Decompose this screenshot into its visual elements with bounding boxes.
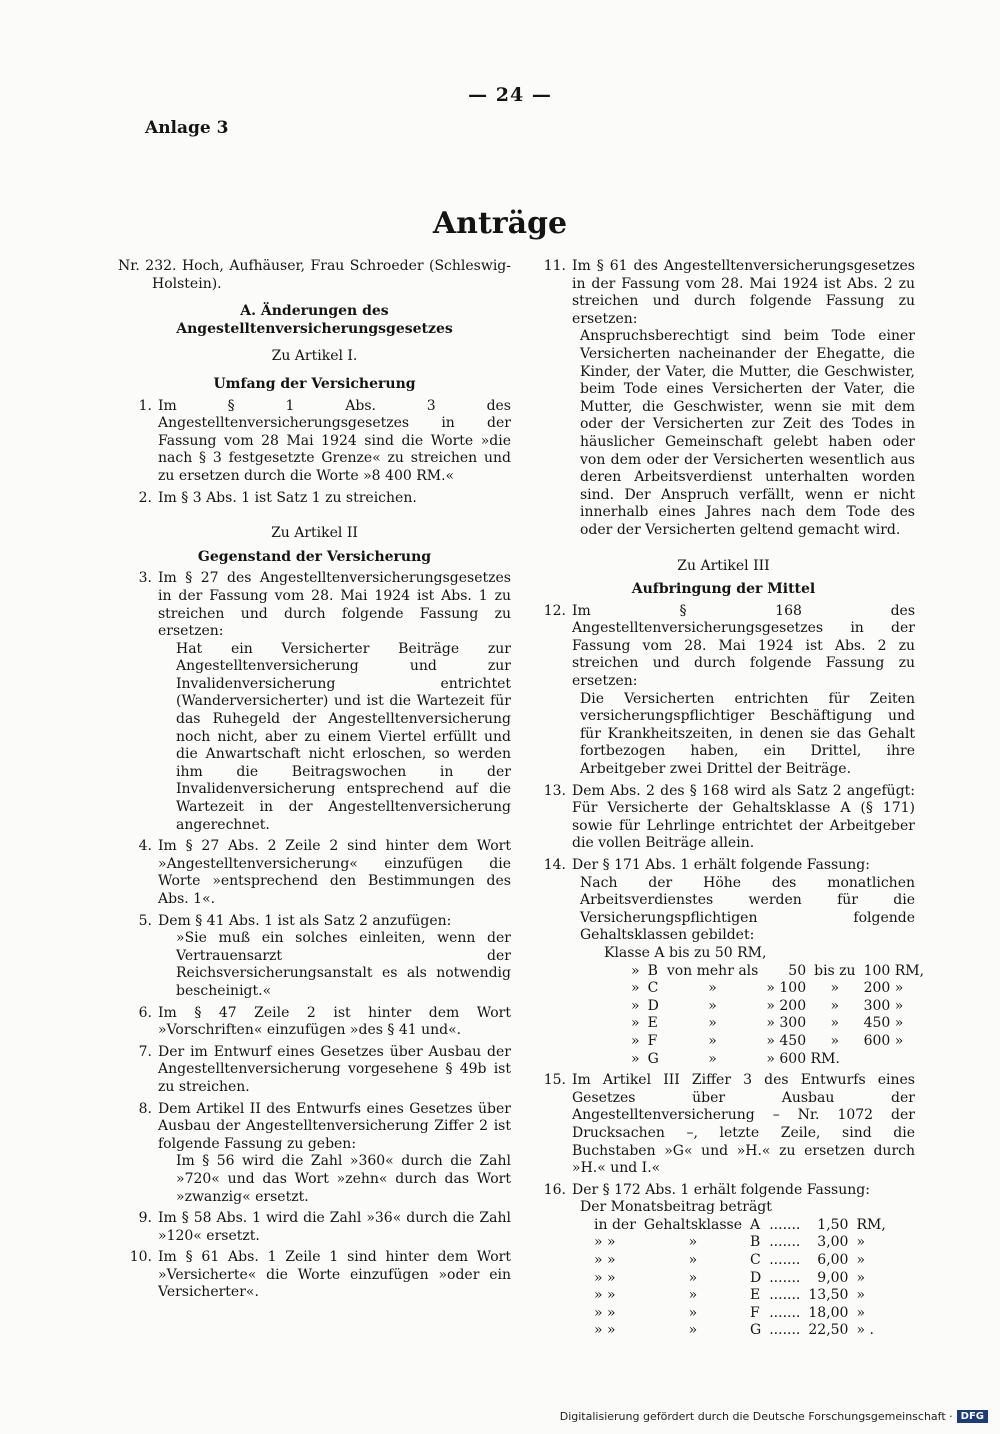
fee-prefix: » » bbox=[594, 1304, 616, 1321]
range-from-label: » bbox=[708, 1032, 717, 1049]
range-from-label: von mehr als bbox=[666, 962, 759, 979]
item-text: Der § 172 Abs. 1 erhält folgende Fassung: bbox=[572, 1181, 870, 1198]
item-number: 7. bbox=[138, 1043, 152, 1060]
fee-prefix-2: » bbox=[688, 1234, 698, 1251]
list-item bbox=[532, 1182, 915, 1200]
article-1-subheading: Umfang der Versicherung bbox=[213, 375, 416, 392]
range-to: 300 » bbox=[863, 997, 904, 1014]
item-number: 12. bbox=[543, 602, 566, 619]
range-to-label: » bbox=[830, 1015, 840, 1032]
fee-prefix-2: » bbox=[688, 1287, 698, 1304]
petition-number: Nr. 232. bbox=[118, 258, 177, 274]
item-text: Im § 168 des Angestelltenversicherungsgesetzes in der Fassung vom 28. Mai 1924 ist Abs. 2 zu streichen und durch folgende Fassung zu ersetzen: bbox=[572, 602, 915, 690]
item-number: 1. bbox=[138, 397, 152, 414]
fee-prefix: » » bbox=[594, 1269, 616, 1286]
class-letter: B bbox=[647, 962, 658, 979]
class-a-line: Klasse A bis zu 50 RM, bbox=[604, 944, 767, 961]
footer-credit bbox=[560, 1410, 988, 1423]
class-letter: F bbox=[647, 1032, 658, 1049]
fee-prefix-2: » bbox=[688, 1322, 698, 1339]
class-letter: C bbox=[749, 1252, 761, 1269]
item-number: 9. bbox=[138, 1210, 152, 1227]
item-text: Im § 27 des Angestelltenversicherungsgesetzes in der Fassung vom 28. Mai 1924 ist Abs. 1 zu streichen und durch folgende Fassung zu ersetzen: bbox=[158, 570, 511, 640]
item-text: Im § 3 Abs. 1 ist Satz 1 zu streichen. bbox=[158, 489, 417, 506]
section-a-heading: A. Änderungen des Angestelltenversicherungsgesetzes bbox=[176, 303, 453, 337]
table-row bbox=[590, 1252, 890, 1270]
right-column bbox=[532, 258, 925, 1340]
item-number: 11. bbox=[543, 258, 566, 274]
petitioners bbox=[118, 258, 511, 293]
item-quote: »Sie muß ein solches einleiten, wenn der Vertrauensarzt der Reichsversicherungsanstalt es als notwendig bescheinigt.« bbox=[176, 930, 511, 999]
item-text: Dem § 41 Abs. 1 ist als Satz 2 anzufügen: bbox=[158, 912, 452, 929]
list-item bbox=[118, 570, 511, 640]
range-to-label: » bbox=[830, 1032, 840, 1049]
fee-value: 13,50 bbox=[808, 1287, 849, 1304]
table-row bbox=[627, 963, 928, 981]
class-letter: F bbox=[749, 1304, 760, 1321]
range-from-label: » bbox=[708, 1015, 717, 1032]
salary-class-table bbox=[627, 963, 928, 1069]
article-2-subheading: Gegenstand der Versicherung bbox=[197, 548, 432, 565]
range-from-label: » bbox=[708, 997, 717, 1014]
ditto-mark: » bbox=[631, 1032, 640, 1049]
fee-unit: » bbox=[856, 1252, 866, 1269]
range-from: » 450 bbox=[766, 1032, 807, 1049]
item-number: 16. bbox=[543, 1181, 566, 1198]
list-item bbox=[532, 1072, 915, 1178]
table-row bbox=[590, 1217, 890, 1235]
leader-dots: ....... bbox=[769, 1234, 801, 1251]
list-item bbox=[118, 1210, 511, 1245]
table-row bbox=[590, 1305, 890, 1323]
anlage-label: Anlage 3 bbox=[145, 118, 229, 138]
table-row bbox=[627, 1033, 928, 1051]
list-item bbox=[118, 1249, 511, 1302]
class-letter: E bbox=[647, 1015, 658, 1032]
article-1-heading: Zu Artikel I. bbox=[271, 348, 358, 365]
fee-prefix: in der bbox=[594, 1216, 636, 1233]
fee-value: 9,00 bbox=[817, 1269, 849, 1286]
fee-unit: » bbox=[856, 1304, 866, 1321]
ditto-mark: » bbox=[631, 997, 640, 1014]
range-to-label: » bbox=[830, 997, 840, 1014]
range-to: 200 » bbox=[863, 980, 904, 997]
item-text: Der § 171 Abs. 1 erhält folgende Fassung: bbox=[572, 857, 870, 873]
item-quote: Anspruchsberechtigt sind beim Tode einer Versicherten nacheinander der Ehegatte, die Kinder, der Vater, die Mutter, die Geschwister, beim Tode eines Versicherten der Vater, die Mutter, die Geschwister, wenn sie mit dem oder der Versicherten zur Zeit des Todes in häuslicher Gemeinschaft gelebt haben oder von dem oder der Versicherten wesentlich aus deren Arbeitsverdienst unterhalten worden sind. Der Anspruch verfällt, wenn er nicht innerhalb eines Jahres nach dem Tode des oder der Versicherten geltend gemacht wird. bbox=[580, 328, 915, 538]
fee-value: 6,00 bbox=[817, 1252, 849, 1269]
item-number: 15. bbox=[543, 1072, 566, 1089]
range-to-label: bis zu bbox=[814, 962, 856, 979]
item-text: Im § 27 Abs. 2 Zeile 2 sind hinter dem Wort »Angestelltenversicherung« einzufügen die Worte »entsprechend den Bestimmungen des Abs. 1«. bbox=[158, 838, 511, 907]
class-letter: G bbox=[749, 1322, 762, 1339]
list-item bbox=[118, 490, 511, 508]
range-to-label: » bbox=[830, 980, 840, 997]
list-item bbox=[118, 1005, 511, 1040]
class-letter: E bbox=[749, 1287, 761, 1304]
list-item bbox=[532, 258, 915, 328]
item-text: Im § 58 Abs. 1 wird die Zahl »36« durch die Zahl »120« ersetzt. bbox=[158, 1210, 511, 1244]
item-number: 3. bbox=[138, 570, 152, 587]
fee-unit: » . bbox=[856, 1322, 874, 1339]
item-number: 8. bbox=[138, 1100, 152, 1117]
item-quote: Die Versicherten entrichten für Zeiten versicherungspflichtiger Beschäftigung und für Krankheitszeiten, in denen sie das Gehalt fortbezogen haben, ein Drittel, ihre Arbeitgeber zwei Drittel der Beiträge. bbox=[580, 690, 915, 778]
item-number: 5. bbox=[138, 912, 152, 929]
fee-value: 22,50 bbox=[808, 1322, 849, 1339]
item-text: Im § 47 Zeile 2 ist hinter dem Wort »Vorschriften« einzufügen »des § 41 und«. bbox=[158, 1004, 511, 1039]
table-row bbox=[590, 1270, 890, 1288]
item-number: 14. bbox=[543, 857, 566, 873]
petitioner-names: Hoch, Aufhäuser, Frau Schroeder (Schleswig-Holstein). bbox=[152, 258, 511, 292]
range-from: » 300 bbox=[766, 1015, 807, 1032]
range-from-label: » bbox=[708, 980, 717, 997]
fee-intro: Der Monatsbeitrag beträgt bbox=[580, 1199, 772, 1216]
table-row bbox=[627, 980, 928, 998]
class-letter: D bbox=[749, 1269, 762, 1286]
page-title: Anträge bbox=[432, 206, 568, 241]
fee-prefix: » » bbox=[594, 1234, 616, 1251]
item-number: 4. bbox=[138, 838, 152, 855]
fee-value: 3,00 bbox=[817, 1234, 849, 1251]
fee-prefix-2: » bbox=[688, 1252, 698, 1269]
leader-dots: ....... bbox=[769, 1252, 801, 1269]
page-number: — 24 — bbox=[468, 84, 552, 106]
ditto-mark: » bbox=[631, 980, 640, 997]
item-number: 6. bbox=[138, 1004, 152, 1021]
dfg-logo: DFG bbox=[957, 1410, 988, 1423]
fee-unit: RM, bbox=[856, 1216, 886, 1233]
list-item bbox=[118, 1044, 511, 1097]
fee-unit: » bbox=[856, 1287, 866, 1304]
article-3-subheading: Aufbringung der Mittel bbox=[631, 581, 816, 598]
fee-prefix: » » bbox=[594, 1252, 616, 1269]
range-to: 450 » bbox=[863, 1015, 904, 1032]
list-item bbox=[118, 1101, 511, 1154]
item-text: Im § 61 des Angestelltenversicherungsgesetzes in der Fassung vom 28. Mai 1924 ist Abs. 2 zu streichen und durch folgende Fassung zu ersetzen: bbox=[572, 258, 915, 327]
list-item bbox=[532, 783, 915, 853]
class-letter: B bbox=[749, 1234, 761, 1251]
fee-prefix: » » bbox=[594, 1322, 616, 1339]
table-row bbox=[590, 1234, 890, 1252]
monthly-fee-table bbox=[590, 1217, 890, 1340]
leader-dots: ....... bbox=[769, 1287, 801, 1304]
leader-dots: ....... bbox=[769, 1269, 801, 1286]
table-row bbox=[627, 1051, 928, 1069]
list-item bbox=[532, 603, 915, 691]
article-2-heading: Zu Artikel II bbox=[271, 525, 358, 542]
left-column bbox=[118, 258, 511, 1302]
list-item bbox=[118, 913, 511, 931]
range-from-label: » bbox=[708, 1050, 717, 1067]
class-letter: C bbox=[647, 980, 659, 997]
fee-unit: » bbox=[856, 1234, 866, 1251]
range-to: 600 » bbox=[863, 1032, 904, 1049]
leader-dots: ....... bbox=[769, 1304, 801, 1321]
fee-prefix-2: Gehaltsklasse bbox=[643, 1216, 742, 1233]
fee-unit: » bbox=[856, 1269, 866, 1286]
class-letter: G bbox=[647, 1050, 659, 1067]
item-text: Im § 61 Abs. 1 Zeile 1 sind hinter dem Wort »Versicherte« die Worte einzufügen »oder ein Versicherter«. bbox=[158, 1249, 511, 1301]
item-text: Im Artikel III Ziffer 3 des Entwurfs eines Gesetzes über Ausbau der Angestelltenversicherung – Nr. 1072 der Drucksachen –, letzte Zeile, sind die Buchstaben »G« und »H.« zu ersetzen durch »H.« und I.« bbox=[572, 1072, 915, 1177]
ditto-mark: » bbox=[631, 1015, 640, 1032]
class-letter: A bbox=[749, 1216, 761, 1233]
fee-value: 1,50 bbox=[817, 1216, 849, 1233]
leader-dots: ....... bbox=[769, 1216, 801, 1233]
item-number: 13. bbox=[543, 782, 566, 799]
item-quote: Nach der Höhe des monatlichen Arbeitsverdienstes werden für die Versicherungspflichtigen folgende Gehaltsklassen gebildet: bbox=[580, 874, 915, 944]
item-text: Dem Abs. 2 des § 168 wird als Satz 2 angefügt: Für Versicherte der Gehaltsklasse A (§ 171) sowie für Lehrlinge entrichtet der Arbeitgeber die vollen Beiträge allein. bbox=[572, 782, 915, 852]
table-row bbox=[627, 998, 928, 1016]
article-3-heading: Zu Artikel III bbox=[677, 557, 770, 574]
range-to: 100 RM, bbox=[863, 962, 925, 979]
ditto-mark: » bbox=[631, 1050, 640, 1067]
footer-text: Digitalisierung gefördert durch die Deutsche Forschungsgemeinschaft · bbox=[559, 1410, 953, 1423]
fee-prefix: » » bbox=[594, 1287, 616, 1304]
fee-prefix-2: » bbox=[688, 1304, 698, 1321]
item-text: Dem Artikel II des Entwurfs eines Gesetzes über Ausbau der Angestelltenversicherung Ziffer 2 ist folgende Fassung zu geben: bbox=[158, 1100, 511, 1152]
range-from: » 100 bbox=[766, 980, 807, 997]
item-text: Der im Entwurf eines Gesetzes über Ausbau der Angestelltenversicherung vorgesehene § 49b ist zu streichen. bbox=[158, 1043, 511, 1095]
list-item bbox=[118, 838, 511, 908]
list-item bbox=[532, 857, 915, 875]
item-number: 10. bbox=[129, 1249, 152, 1266]
range-from: » 200 bbox=[766, 997, 807, 1014]
item-quote: Im § 56 wird die Zahl »360« durch die Zahl »720« und das Wort »zehn« durch das Wort »zwanzig« ersetzt. bbox=[176, 1153, 511, 1205]
item-quote: Hat ein Versicherter Beiträge zur Angestelltenversicherung und zur Invalidenversicherung entrichtet (Wanderversicherter) und ist die Wartezeit für das Ruhegeld der Angestelltenversicherung noch nicht, aber zu einem Viertel erfüllt und die Anwartschaft nicht erloschen, so werden ihm die Beitragswochen in der Invalidenversicherung entsprechend auf die Wartezeit in der Angestelltenversicherung angerechnet. bbox=[176, 640, 511, 833]
leader-dots: ....... bbox=[769, 1322, 801, 1339]
item-number: 2. bbox=[138, 489, 152, 506]
table-row bbox=[590, 1322, 890, 1340]
table-row bbox=[627, 1015, 928, 1033]
fee-value: 18,00 bbox=[808, 1304, 849, 1321]
table-row bbox=[590, 1287, 890, 1305]
class-letter: D bbox=[647, 997, 659, 1014]
range-from: » 600 RM. bbox=[766, 1050, 840, 1067]
list-item bbox=[118, 398, 511, 486]
fee-prefix-2: » bbox=[688, 1269, 698, 1286]
ditto-mark: » bbox=[631, 962, 640, 979]
item-text: Im § 1 Abs. 3 des Angestelltenversicherungsgesetzes in der Fassung vom 28 Mai 1924 sind die Worte »die nach § 3 festgesetzte Grenze« zu streichen und zu ersetzen durch die Worte »8 400 RM.« bbox=[158, 397, 511, 484]
range-from: 50 bbox=[788, 962, 807, 979]
